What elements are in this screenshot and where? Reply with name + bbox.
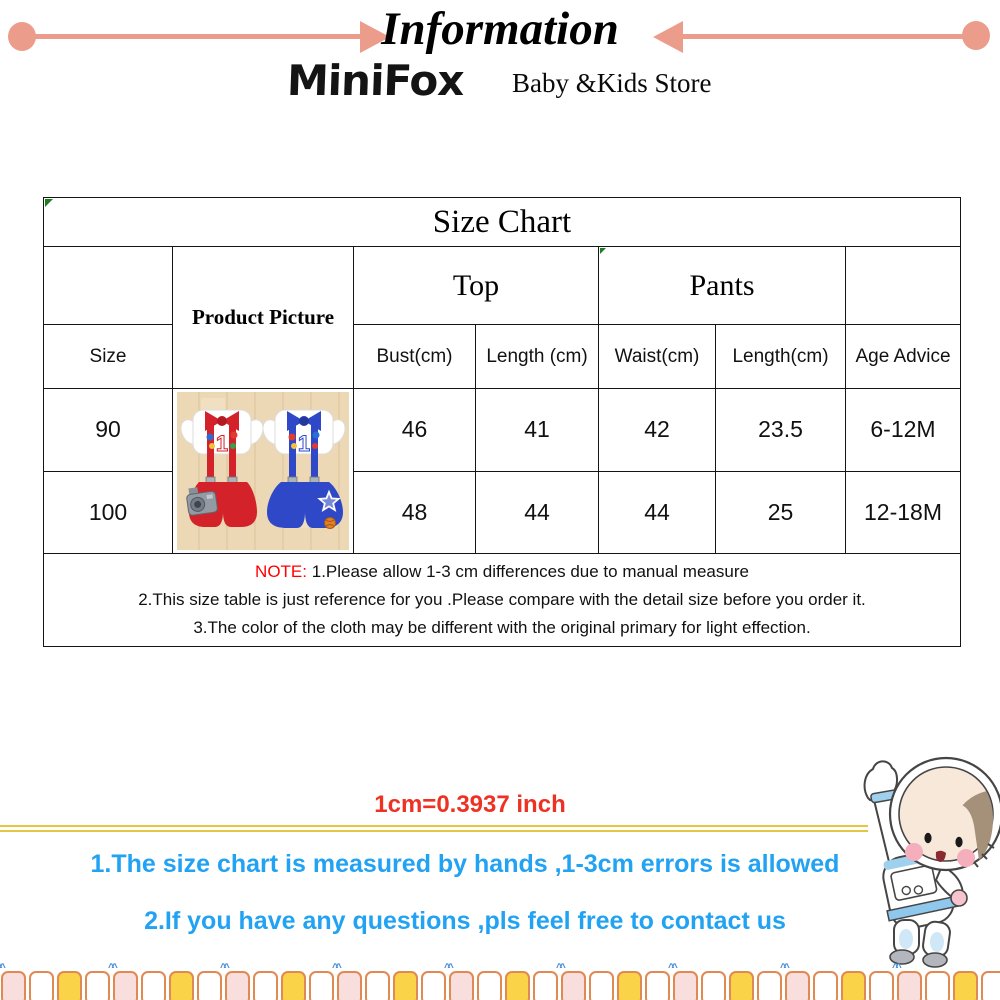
border-square (645, 971, 670, 1000)
size-header: Size (44, 325, 173, 389)
table-row (44, 247, 961, 325)
border-square (897, 971, 922, 1000)
col-header-waist: Waist(cm) (599, 325, 716, 389)
arrow-left-icon (653, 21, 683, 53)
product-picture-header: Product Picture (173, 247, 354, 389)
border-square (757, 971, 782, 1000)
cell-waist-100: 44 (599, 471, 716, 554)
note-cell (44, 554, 961, 647)
cell-size-100: 100 (44, 471, 173, 554)
astronaut-kid-illustration (856, 748, 1000, 972)
svg-text:1: 1 (215, 431, 229, 456)
empty-cell (44, 247, 173, 325)
product-photo (173, 389, 354, 554)
border-square (589, 971, 614, 1000)
border-square (869, 971, 894, 1000)
border-square (29, 971, 54, 1000)
size-chart-title: Size Chart (44, 198, 961, 247)
group-header-pants: Pants (599, 247, 846, 325)
cell-age-100: 12-18M (846, 471, 961, 554)
size-chart-table (43, 197, 961, 647)
note-line-2: 2.This size table is just reference for you .Please compare with the detail size before you order it. (138, 590, 866, 609)
note-line-1: NOTE: 1.Please allow 1-3 cm differences due to manual measure (255, 562, 749, 581)
border-square (85, 971, 110, 1000)
border-square (701, 971, 726, 1000)
border-square (729, 971, 754, 1000)
col-header-pants-length: Length(cm) (716, 325, 846, 389)
cell-waist-90: 42 (599, 389, 716, 472)
note-line-3: 3.The color of the cloth may be different with the original primary for light effection. (193, 618, 811, 637)
cm-inch-conversion: 1cm=0.3937 inch (374, 791, 566, 818)
empty-cell (846, 247, 961, 325)
border-square (925, 971, 950, 1000)
border-square (113, 971, 138, 1000)
bottom-border (1, 971, 1000, 1000)
col-header-age-advice: Age Advice (846, 325, 961, 389)
cell-top-length-100: 44 (476, 471, 599, 554)
green-corner-marker (45, 199, 53, 207)
cell-bust-100: 48 (354, 471, 476, 554)
border-square (841, 971, 866, 1000)
border-square (673, 971, 698, 1000)
border-square (253, 971, 278, 1000)
border-square (953, 971, 978, 1000)
table-row (44, 198, 961, 247)
header-line-right (683, 34, 970, 39)
green-corner-marker (600, 248, 606, 254)
border-square (141, 971, 166, 1000)
gold-divider-line (0, 830, 868, 832)
border-square (813, 971, 838, 1000)
border-square (421, 971, 446, 1000)
cell-top-length-90: 41 (476, 389, 599, 472)
table-row (44, 389, 961, 472)
header-dot-right (962, 21, 990, 50)
border-square (57, 971, 82, 1000)
tip-line-1: 1.The size chart is measured by hands ,1-3cm errors is allowed (90, 850, 840, 878)
border-square (225, 971, 250, 1000)
border-square (309, 971, 334, 1000)
border-square (617, 971, 642, 1000)
group-header-top: Top (354, 247, 599, 325)
cell-age-90: 6-12M (846, 389, 961, 472)
border-square (365, 971, 390, 1000)
gold-divider-line (0, 825, 868, 827)
border-square (197, 971, 222, 1000)
cell-pants-length-90: 23.5 (716, 389, 846, 472)
border-square (505, 971, 530, 1000)
border-square (281, 971, 306, 1000)
svg-text:1: 1 (297, 431, 311, 456)
border-square (533, 971, 558, 1000)
col-header-bust: Bust(cm) (354, 325, 476, 389)
cell-pants-length-100: 25 (716, 471, 846, 554)
tip-line-2: 2.If you have any questions ,pls feel free to contact us (144, 907, 786, 935)
border-square (169, 971, 194, 1000)
page-title: Information (381, 3, 619, 55)
cell-size-90: 90 (44, 389, 173, 472)
border-square (561, 971, 586, 1000)
cell-bust-90: 46 (354, 389, 476, 472)
brand-subtitle: Baby &Kids Store (512, 68, 712, 98)
border-square (785, 971, 810, 1000)
border-square (449, 971, 474, 1000)
col-header-top-length: Length (cm) (476, 325, 599, 389)
brand-logo: MiniFox (286, 56, 465, 105)
note-label: NOTE: (255, 562, 307, 581)
border-square (337, 971, 362, 1000)
border-square (981, 971, 1000, 1000)
border-square (1, 971, 26, 1000)
border-square (393, 971, 418, 1000)
table-row (44, 554, 961, 647)
border-square (477, 971, 502, 1000)
